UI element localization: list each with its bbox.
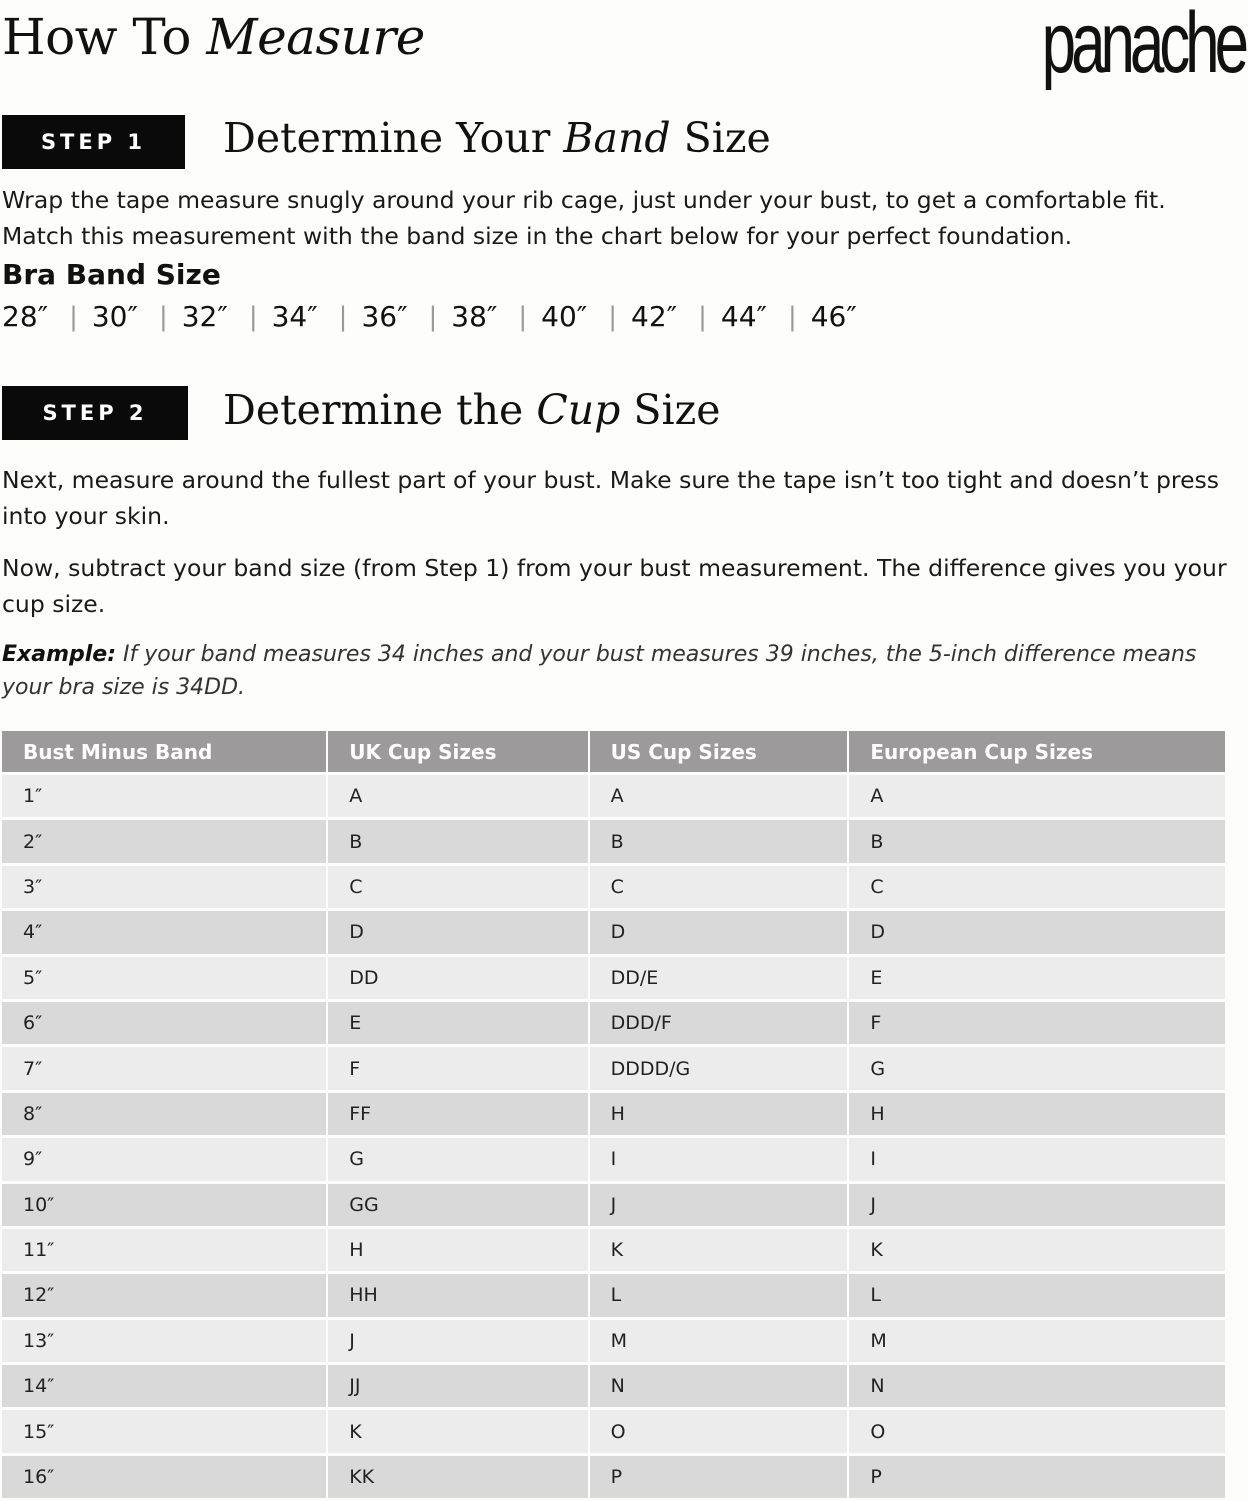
band-size-item: 46″: [810, 300, 857, 333]
table-cell: 5″: [2, 957, 326, 999]
table-cell: 7″: [2, 1047, 326, 1089]
table-cell: 1″: [2, 775, 326, 817]
step-2-heading-post: Size: [620, 386, 721, 434]
band-size-title: Bra Band Size: [2, 258, 221, 291]
table-cell: A: [328, 775, 587, 817]
step-2-instructions: Next, measure around the fullest part of your bust. Make sure the tape isn’t too tight and doesn’t press into your skin.: [2, 466, 1220, 530]
page-title: [2, 8, 425, 66]
table-cell: HH: [328, 1274, 587, 1316]
table-header-cell: UK Cup Sizes: [328, 731, 587, 772]
table-cell: G: [328, 1138, 587, 1180]
table-row: [2, 1320, 1225, 1362]
table-cell: GG: [328, 1184, 587, 1226]
table-cell: 14″: [2, 1365, 326, 1407]
table-cell: O: [849, 1410, 1225, 1452]
table-cell: N: [590, 1365, 848, 1407]
table-cell: G: [849, 1047, 1225, 1089]
table-cell: 2″: [2, 820, 326, 862]
table-row: [2, 1410, 1225, 1452]
brand-logo: panache: [1041, 0, 1244, 91]
table-row: [2, 820, 1225, 862]
table-cell: 11″: [2, 1229, 326, 1271]
table-cell: K: [849, 1229, 1225, 1271]
step-2-heading-italic: Cup: [536, 386, 621, 434]
band-size-separator: |: [428, 301, 438, 332]
table-cell: J: [590, 1184, 848, 1226]
table-row: [2, 1093, 1225, 1135]
band-size-item: 28″: [2, 300, 49, 333]
table-cell: DDDD/G: [590, 1047, 848, 1089]
table-cell: H: [590, 1093, 848, 1135]
table-cell: D: [328, 911, 587, 953]
band-size-item: 44″: [720, 300, 767, 333]
band-size-item: 32″: [181, 300, 228, 333]
table-cell: F: [328, 1047, 587, 1089]
table-cell: F: [849, 1002, 1225, 1044]
table-cell: K: [328, 1410, 587, 1452]
band-size-separator: |: [698, 301, 707, 332]
table-cell: 15″: [2, 1410, 326, 1452]
table-row: [2, 866, 1225, 908]
band-size-separator: |: [69, 301, 78, 332]
table-cell: M: [849, 1320, 1225, 1362]
step-1-instructions: Wrap the tape measure snugly around your rib cage, just under your bust, to get a comfortable fit. Match this measurement with the band size in the chart below for your perfect foundation.: [2, 186, 1166, 250]
table-cell: JJ: [328, 1365, 587, 1407]
example-label: Example:: [2, 642, 116, 667]
band-size-item: 38″: [451, 300, 498, 333]
table-cell: J: [849, 1184, 1225, 1226]
band-size-separator: |: [518, 301, 528, 332]
table-row: [2, 1047, 1225, 1089]
band-size-item: 42″: [631, 300, 678, 333]
table-cell: D: [849, 911, 1225, 953]
table-cell: I: [590, 1138, 848, 1180]
table-cell: O: [590, 1410, 848, 1452]
table-cell: L: [590, 1274, 848, 1316]
table-cell: DD/E: [590, 957, 848, 999]
table-cell: I: [849, 1138, 1225, 1180]
table-header-cell: European Cup Sizes: [849, 731, 1225, 772]
table-row: [2, 957, 1225, 999]
table-row: [2, 1365, 1225, 1407]
table-cell: L: [849, 1274, 1225, 1316]
table-row: [2, 1274, 1225, 1316]
table-cell: D: [590, 911, 848, 953]
table-header-cell: Bust Minus Band: [2, 731, 326, 772]
table-row: [2, 911, 1225, 953]
table-cell: DD: [328, 957, 587, 999]
table-cell: 10″: [2, 1184, 326, 1226]
table-row: [2, 1184, 1225, 1226]
table-row: [2, 1229, 1225, 1271]
band-size-separator: |: [787, 301, 797, 332]
table-cell: B: [590, 820, 848, 862]
step-2-heading-pre: Determine the: [223, 386, 537, 434]
table-cell: J: [328, 1320, 587, 1362]
table-cell: 9″: [2, 1138, 326, 1180]
table-cell: C: [328, 866, 587, 908]
band-size-separator: |: [158, 301, 168, 332]
table-row: [2, 775, 1225, 817]
table-cell: C: [590, 866, 848, 908]
band-size-list: [2, 300, 857, 333]
step-1-badge: STEP 1: [2, 115, 185, 169]
table-cell: E: [849, 957, 1225, 999]
band-size-separator: |: [248, 301, 258, 332]
table-cell: B: [849, 820, 1225, 862]
page-title-plain: How To: [2, 8, 207, 66]
table-cell: K: [590, 1229, 848, 1271]
table-row: [2, 1456, 1225, 1498]
example-text: [2, 638, 1227, 704]
page-title-italic: Measure: [206, 8, 425, 66]
cup-size-table: [0, 728, 1227, 1501]
table-cell: 6″: [2, 1002, 326, 1044]
band-size-item: 36″: [361, 300, 408, 333]
step-2-badge: STEP 2: [2, 386, 188, 440]
band-size-item: 34″: [271, 300, 318, 333]
table-cell: H: [328, 1229, 587, 1271]
table-cell: P: [590, 1456, 848, 1498]
table-cell: KK: [328, 1456, 587, 1498]
table-cell: DDD/F: [590, 1002, 848, 1044]
table-cell: 12″: [2, 1274, 326, 1316]
table-cell: 4″: [2, 911, 326, 953]
step-1-heading: [223, 114, 771, 162]
step-2-heading: [223, 386, 721, 434]
example-body: If your band measures 34 inches and your bust measures 39 inches, the 5-inch difference means your bra size is 34DD.: [2, 642, 1197, 700]
band-size-item: 40″: [541, 300, 588, 333]
table-cell: E: [328, 1002, 587, 1044]
table-cell: B: [328, 820, 587, 862]
table-cell: P: [849, 1456, 1225, 1498]
table-row: [2, 1138, 1225, 1180]
step-2-subtract-instructions: Now, subtract your band size (from Step 1) from your bust measurement. The difference gives you your cup size.: [2, 554, 1227, 618]
table-cell: 13″: [2, 1320, 326, 1362]
step-1-heading-pre: Determine Your: [223, 114, 564, 162]
table-cell: C: [849, 866, 1225, 908]
table-cell: H: [849, 1093, 1225, 1135]
step-1-heading-italic: Band: [563, 114, 671, 162]
table-cell: A: [590, 775, 848, 817]
table-cell: 16″: [2, 1456, 326, 1498]
band-size-item: 30″: [91, 300, 138, 333]
table-cell: A: [849, 775, 1225, 817]
table-cell: M: [590, 1320, 848, 1362]
table-cell: N: [849, 1365, 1225, 1407]
band-size-separator: |: [608, 301, 618, 332]
band-size-separator: |: [338, 301, 348, 332]
table-header-row: [2, 731, 1225, 772]
step-1-heading-post: Size: [670, 114, 771, 162]
table-row: [2, 1002, 1225, 1044]
table-cell: 3″: [2, 866, 326, 908]
table-header-cell: US Cup Sizes: [590, 731, 848, 772]
table-cell: FF: [328, 1093, 587, 1135]
table-cell: 8″: [2, 1093, 326, 1135]
